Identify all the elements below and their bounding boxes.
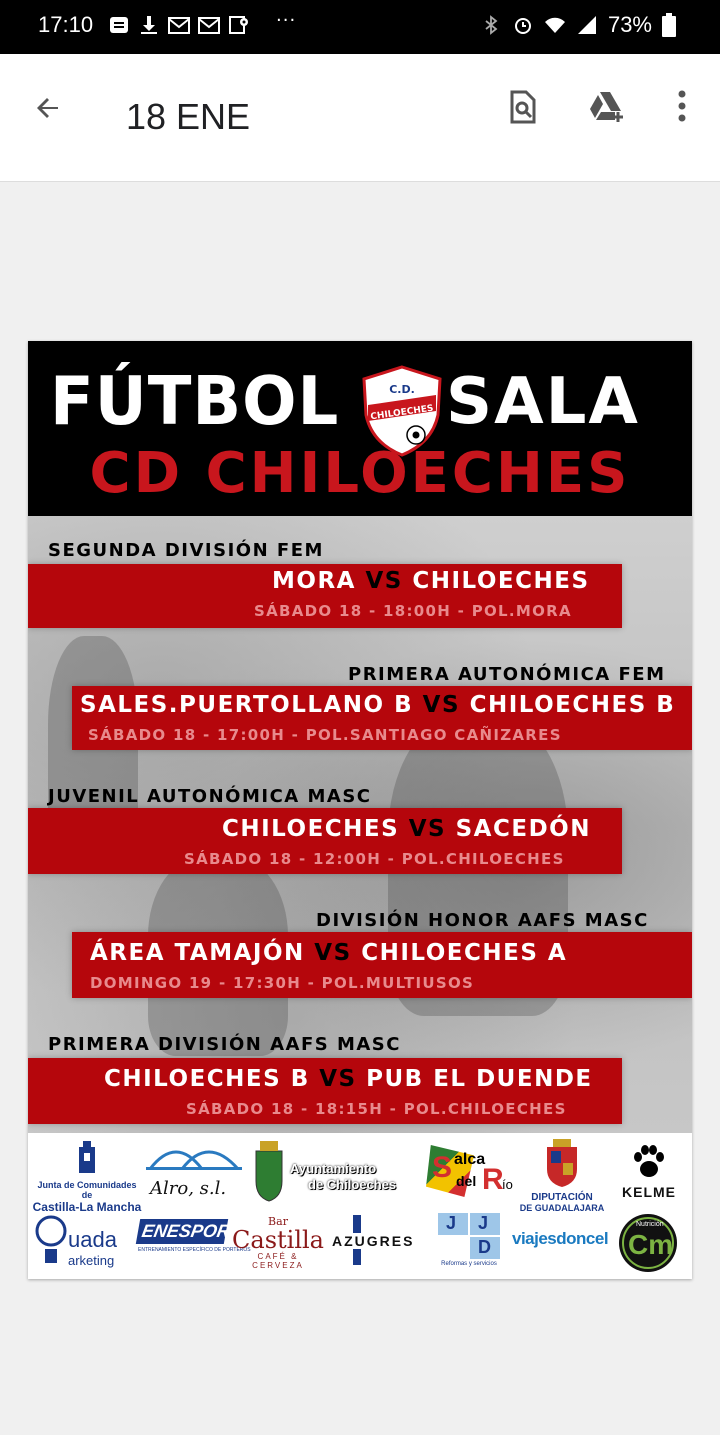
- jccm-logo-icon: [76, 1139, 98, 1175]
- ayto-text: Ayuntamiento: [290, 1161, 377, 1176]
- bluetooth-icon: [480, 14, 502, 36]
- sponsor-salca: [426, 1141, 518, 1205]
- status-time: 17:10: [38, 12, 94, 37]
- division-label: PRIMERA AUTONÓMICA FEM: [348, 664, 666, 685]
- back-arrow-icon[interactable]: [28, 86, 72, 130]
- sponsor-jjd: [436, 1213, 502, 1275]
- poster-subtitle: CD CHILOECHES: [89, 441, 631, 506]
- salca-letter: R: [482, 1163, 504, 1196]
- kelme-text: KELME: [622, 1184, 676, 1200]
- division-label: DIVISIÓN HONOR AAFS MASC: [316, 910, 649, 931]
- match-band: [28, 564, 622, 628]
- gmail-icon: [198, 14, 220, 36]
- match-teams: CHILOECHES VS SACEDÓN: [222, 816, 591, 842]
- sponsor-jccm: [32, 1139, 142, 1214]
- sponsor-ayuntamiento: [254, 1141, 418, 1207]
- guada-text: uada: [68, 1227, 117, 1252]
- match-info: SÁBADO 18 - 18:15H - POL.CHILOECHES: [186, 1100, 567, 1118]
- sponsor-diputacion: [516, 1139, 608, 1213]
- diputacion-text: DE GUADALAJARA: [519, 1203, 605, 1213]
- diputacion-crest-icon: [545, 1139, 579, 1187]
- svg-text:CHILOECHES: CHILOECHES: [369, 403, 435, 423]
- sponsor-nutricion: [618, 1213, 678, 1273]
- guada-text: arketing: [68, 1253, 115, 1268]
- find-in-page-icon[interactable]: [500, 84, 544, 128]
- sponsor-kelme: [610, 1143, 688, 1203]
- title-sala: SALA: [446, 365, 640, 439]
- jjd-letter: J: [478, 1213, 489, 1233]
- add-to-drive-icon[interactable]: [584, 84, 628, 128]
- download-icon: [138, 14, 160, 36]
- jccm-text: Junta de Comunidades de: [37, 1180, 137, 1200]
- jjd-letter: J: [446, 1213, 457, 1233]
- notification-icons: [108, 14, 250, 36]
- municipal-crest-icon: [254, 1141, 284, 1203]
- bridge-logo-icon: [146, 1139, 242, 1173]
- salca-text: ío: [502, 1177, 513, 1192]
- sponsor-enesport: [138, 1219, 251, 1269]
- sponsor-guada: [34, 1213, 134, 1275]
- division-label: PRIMERA DIVISIÓN AAFS MASC: [48, 1034, 401, 1055]
- match-teams: SALES.PUERTOLLANO B VS CHILOECHES B: [80, 692, 676, 718]
- match-teams: CHILOECHES B VS PUB EL DUENDE: [104, 1066, 593, 1092]
- match-band: [28, 1058, 622, 1124]
- sponsor-alro: [146, 1139, 246, 1199]
- wifi-icon: [544, 14, 566, 36]
- matches-section: [28, 516, 692, 1133]
- jccm-text: Castilla-La Mancha: [32, 1200, 142, 1214]
- match-info: SÁBADO 18 - 17:00H - POL.SANTIAGO CAÑIZARES: [88, 726, 562, 744]
- match-teams: MORA VS CHILOECHES: [272, 568, 590, 594]
- castilla-subtext: CAFÉ & CERVEZA: [252, 1252, 304, 1270]
- lightbulb-icon: [34, 1213, 68, 1271]
- paw-icon: [631, 1143, 667, 1179]
- poster-image: [28, 341, 692, 1279]
- more-vert-icon[interactable]: [660, 84, 704, 128]
- alro-text: Alro, s.l.: [150, 1178, 227, 1199]
- nutricion-text: Nutrición: [636, 1221, 664, 1228]
- battery-percent: 73%: [607, 12, 652, 37]
- match-teams: ÁREA TAMAJÓN VS CHILOECHES A: [90, 940, 568, 966]
- title-futbol: FÚTBOL: [50, 363, 340, 441]
- jjd-letter: D: [478, 1237, 491, 1257]
- diputacion-text: DIPUTACIÓN: [531, 1192, 593, 1203]
- cm-text: Cm: [628, 1229, 674, 1260]
- status-bar: [0, 0, 720, 54]
- signal-icon: [576, 14, 598, 36]
- sponsor-azugres: [330, 1215, 424, 1271]
- svg-text:C.D.: C.D.: [389, 383, 415, 396]
- bar-text: Bar: [268, 1215, 288, 1228]
- enesport-text: ENESPORT: [136, 1219, 228, 1244]
- jjd-subtext: Reformas y servicios: [441, 1261, 497, 1267]
- enesport-subtext: ENTRENAMIENTO ESPECÍFICO DE PORTEROS: [138, 1247, 251, 1253]
- division-label: SEGUNDA DIVISIÓN FEM: [48, 540, 324, 561]
- division-label: JUVENIL AUTONÓMICA MASC: [48, 786, 372, 807]
- sponsors-strip: [28, 1133, 692, 1279]
- salca-text: alca: [454, 1151, 486, 1168]
- system-icons: [480, 12, 676, 38]
- match-band: [28, 808, 622, 874]
- alarm-icon: [512, 14, 534, 36]
- app-bar: [0, 54, 720, 182]
- battery-icon: [662, 13, 676, 37]
- match-band: [72, 932, 692, 998]
- viajes-text: viajesdoncel: [512, 1229, 609, 1248]
- salca-letter: S: [432, 1151, 453, 1184]
- castilla-text: Castilla: [232, 1226, 324, 1254]
- match-info: SÁBADO 18 - 12:00H - POL.CHILOECHES: [184, 850, 565, 868]
- maps-icon: [228, 14, 250, 36]
- gmail-icon: [168, 14, 190, 36]
- sponsor-viajes-doncel: [512, 1229, 608, 1259]
- match-band: [72, 686, 692, 750]
- ayto-text: de Chiloeches: [308, 1177, 397, 1192]
- match-info: SÁBADO 18 - 18:00H - POL.MORA: [254, 602, 572, 620]
- salca-text: del: [456, 1173, 477, 1189]
- poster-header: [28, 341, 692, 516]
- notes-icon: [108, 14, 130, 36]
- azugres-text: AZUGRES: [332, 1233, 415, 1249]
- sponsor-bar-castilla: [232, 1215, 324, 1275]
- match-info: DOMINGO 19 - 17:30H - POL.MULTIUSOS: [90, 974, 475, 992]
- more-notifications: ···: [276, 10, 297, 31]
- page-title: 18 ENE: [126, 96, 251, 137]
